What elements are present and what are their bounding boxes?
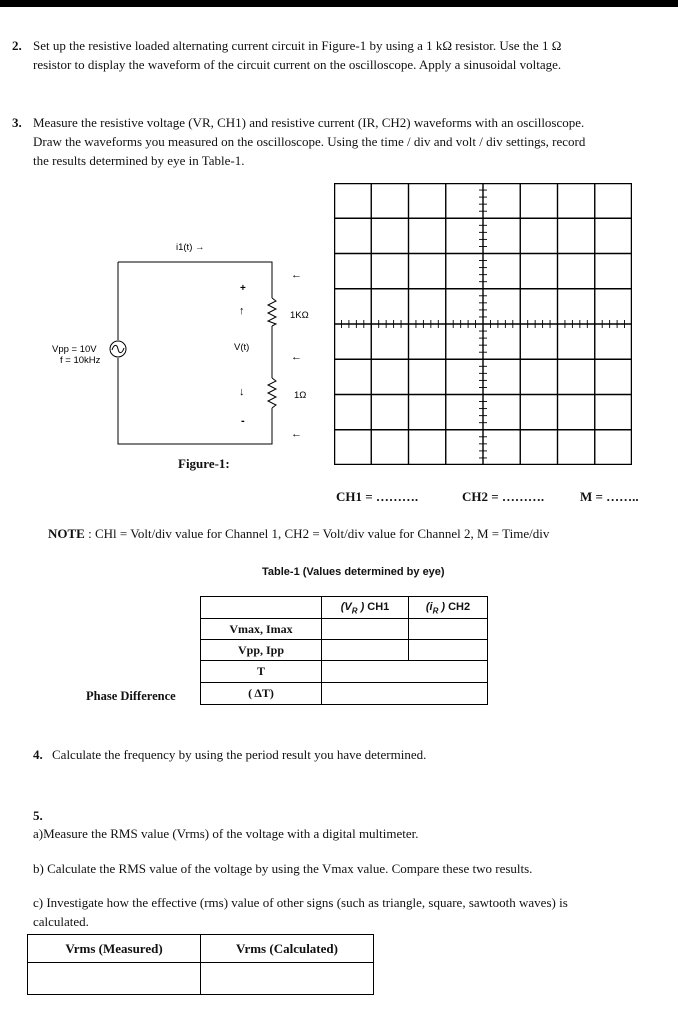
table1-header-row <box>201 597 488 619</box>
up-arrow-icon: ↑ <box>239 305 245 317</box>
table1-label-dt: ( ΔT) <box>201 683 322 705</box>
table1-row-vpp <box>201 640 488 661</box>
table2-header-measured: Vrms (Measured) <box>28 935 201 963</box>
q2-number: 2. <box>12 38 22 53</box>
plus-sign: + <box>240 283 246 294</box>
table1-label-t: T <box>201 661 322 683</box>
table1-cell-vmax-ch2[interactable] <box>409 619 488 640</box>
table1-header-ch2: ($i_R$ ) CH2 <box>409 597 488 619</box>
h1-sub: R <box>351 606 358 616</box>
q2-line1: Set up the resistive loaded alternating current circuit in Figure-1 by using a 1 kΩ resistor. Use the 1 Ω <box>33 38 562 53</box>
table2-value-row <box>28 963 374 995</box>
minus-sign: - <box>241 415 245 427</box>
note-keyword: NOTE <box>48 526 85 541</box>
table1-label-vmax: Vmax, Imax <box>201 619 322 640</box>
oscilloscope-grid <box>334 183 632 465</box>
r1-label: 1KΩ <box>290 310 309 321</box>
h1-var: V <box>344 601 352 614</box>
phase-difference-label: Phase Difference <box>86 689 176 703</box>
ch1-label: CH1 = ………. <box>336 489 419 504</box>
table1-row-t <box>201 661 488 683</box>
q5-number: 5. <box>33 808 43 823</box>
source-frequency-label: f = 10kHz <box>60 355 101 366</box>
h1-ch: CH1 <box>367 601 390 614</box>
table1-row-vmax <box>201 619 488 640</box>
table1-cell-vpp-ch1[interactable] <box>322 640 409 661</box>
m-label: M = …….. <box>580 489 639 504</box>
circuit-diagram <box>0 230 330 480</box>
current-label: i1(t) → <box>176 242 205 253</box>
table1-cell-vmax-ch1[interactable] <box>322 619 409 640</box>
arrow-left-icon-1: ← <box>291 269 302 281</box>
source-voltage-label: Vpp = 10V <box>52 344 97 355</box>
table2-cell-measured[interactable] <box>28 963 201 995</box>
q5-b: b) Calculate the RMS value of the voltage by using the Vmax value. Compare these two results. <box>33 861 533 876</box>
h2-sub: R <box>432 606 439 616</box>
q3-text <box>33 113 673 170</box>
table2-cell-calculated[interactable] <box>201 963 374 995</box>
q5-c <box>33 893 673 931</box>
table1-cell-t[interactable] <box>322 661 488 683</box>
arrow-left-icon-2: ← <box>291 351 302 363</box>
q4-text: Calculate the frequency by using the period result you have determined. <box>52 747 427 762</box>
resistor-1ohm-icon <box>268 378 276 408</box>
q5-a: a)Measure the RMS value (Vrms) of the voltage with a digital multimeter. <box>33 826 419 841</box>
table1-label-vpp: Vpp, Ipp <box>201 640 322 661</box>
figure-caption: Figure-1: <box>178 456 230 471</box>
table1-row-dt <box>201 683 488 705</box>
q5-c-line1: c) Investigate how the effective (rms) value of other signs (such as triangle, square, sawtooth waves) is <box>33 895 568 910</box>
note-body: : CHl = Volt/div value for Channel 1, CH2 = Volt/div value for Channel 2, M = Time/div <box>88 526 550 541</box>
r2-label: 1Ω <box>294 390 307 401</box>
top-border <box>0 0 678 7</box>
table1-header-ch1: ($V_R$ ) CH1 <box>322 597 409 619</box>
q3-line1: Measure the resistive voltage (VR, CH1) and resistive current (IR, CH2) waveforms with an oscilloscope. <box>33 115 585 130</box>
circuit-bottom-wire <box>118 358 272 444</box>
q3-line2: Draw the waveforms you measured on the oscilloscope. Using the time / div and volt / div settings, record <box>33 134 586 149</box>
arrow-left-icon-3: ← <box>291 428 302 440</box>
vt-label: V(t) <box>234 342 250 353</box>
table1-corner-cell <box>201 597 322 619</box>
down-arrow-icon: ↓ <box>239 386 245 398</box>
q2-text <box>33 36 673 74</box>
q5-c-line2: calculated. <box>33 914 89 929</box>
q2-line2: resistor to display the waveform of the circuit current on the oscilloscope. Apply a sinusoidal voltage. <box>33 57 562 72</box>
table2-header-calculated: Vrms (Calculated) <box>201 935 374 963</box>
table1-cell-vpp-ch2[interactable] <box>409 640 488 661</box>
table1-title: Table-1 (Values determined by eye) <box>262 566 445 578</box>
ch2-label: CH2 = ………. <box>462 489 545 504</box>
table2 <box>27 934 374 995</box>
h2-ch: CH2 <box>448 601 471 614</box>
table1-cell-dt[interactable] <box>322 683 488 705</box>
resistor-1k-icon <box>268 298 276 326</box>
h2-var: i <box>429 601 433 614</box>
circuit-top-wire <box>118 262 272 298</box>
q3-line3: the results determined by eye in Table-1. <box>33 153 245 168</box>
note-text <box>48 526 549 542</box>
q3-number: 3. <box>12 115 22 130</box>
q4-number: 4. <box>33 747 43 762</box>
table2-header-row <box>28 935 374 963</box>
table1 <box>200 596 488 705</box>
ac-source-icon <box>110 341 126 357</box>
